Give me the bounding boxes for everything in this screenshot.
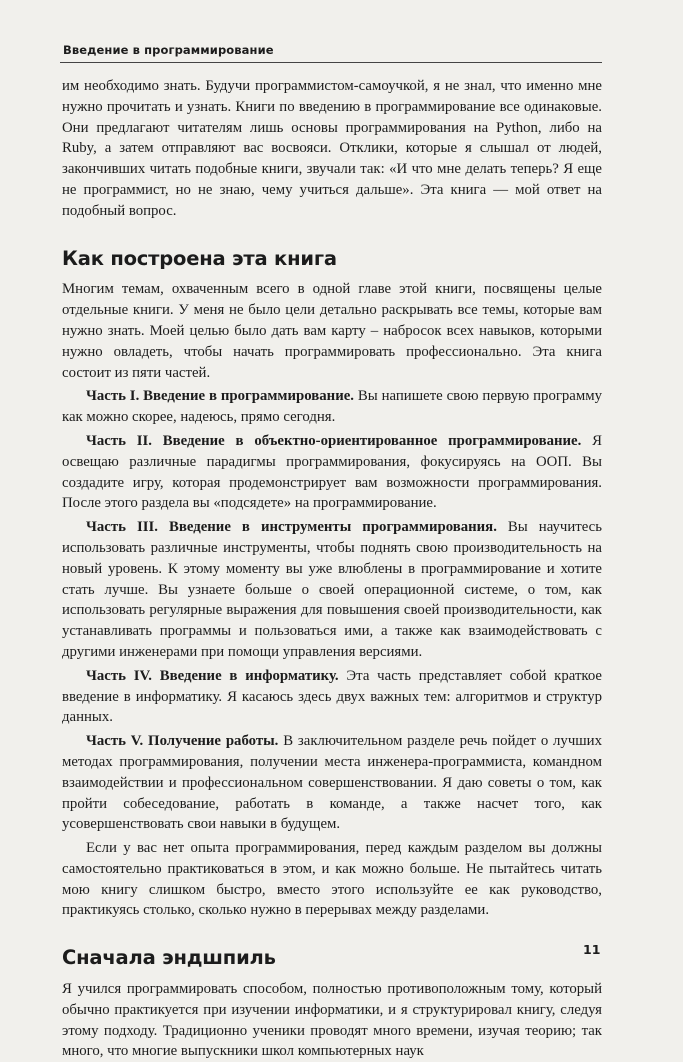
intro-paragraph: им необходимо знать. Будучи программистом-самоучкой, я не знал, что именно мне нужно прочитать и узнать. Книги по введению в программирование все одинаковые. Они предлагают читателям лишь основы программирования на Python, либо на Ruby, а затем отправляют вас восвояси. Отклики, которые я слышал от людей, закончивших читать подобные книги, звучали так: «И что мне делать теперь? Я еще не программист, но не знаю, чему учиться дальше». Эта книга — мой ответ на подобный вопрос. — [62, 78, 602, 219]
part-5-paragraph — [62, 731, 602, 835]
part-2-text: Я освещаю различные парадигмы программирования, фокусируясь на ООП. Вы создадите игру, которая продемонстрирует вам возможности программирования. После этого раздела вы «подсядете» на программирование. — [62, 432, 602, 512]
part-3-title: Часть III. Введение в инструменты программирования. — [86, 519, 497, 536]
section-heading-structure: Как построена эта книга — [62, 246, 337, 270]
closing-paragraph: Если у вас нет опыта программирования, перед каждым разделом вы должны самостоятельно практиковаться в этом, и как можно больше. Не пытайтесь читать мою книгу слишком быстро, вместо этого используйте ее как руководство, практикуясь столько, сколько нужно в перерывах между разделами. — [62, 840, 602, 919]
part-4-text: Эта часть представляет собой краткое введение в информатику. Я касаюсь здесь двух важных тем: алгоритмов и структур данных. — [62, 667, 602, 726]
body-text — [62, 76, 602, 1062]
part-1-text: Вы напишете свою первую программу как можно скорее, надеюсь, прямо сегодня. — [62, 388, 603, 426]
part-1-title: Часть I. Введение в программирование. — [86, 388, 354, 405]
part-2-paragraph — [62, 431, 602, 514]
running-head: Введение в программирование — [63, 43, 274, 57]
part-5-title: Часть V. Получение работы. — [86, 733, 279, 750]
part-5-text: В заключительном разделе речь пойдет о лучших методах программирования, получении места инженера-программиста, командном взаимодействии и профессиональном совершенствовании. Я даю советы о том, как пройти собеседование, работать в команде, а также насчет того, как усовершенствовать свои навыки в будущем. — [62, 733, 602, 833]
header-rule — [60, 62, 602, 63]
part-4-paragraph — [62, 666, 602, 728]
section-heading-endgame: Сначала эндшпиль — [62, 946, 276, 970]
part-3-text: Вы научитесь использовать различные инструменты, чтобы поднять свою производительность на новый уровень. К этому моменту вы уже влюблены в программирование и хотите стать лучше. Вы узнаете больше о своей операционной системе, о том, как использовать регулярные выражения для повышения своей производительности, как устанавливать программы и пользоваться ими, а также как взаимодействовать с другими инженерами при помощи управления версиями. — [62, 519, 602, 660]
structure-intro-paragraph: Многим темам, охваченным всего в одной главе этой книги, посвящены целые отдельные книги. У меня не было цели детально раскрывать все темы, которые вам нужно знать. Моей целью было дать вам карту – набросок всех навыков, которыми нужно овладеть, чтобы начать программировать профессионально. Эта книга состоит из пяти частей. — [62, 281, 602, 381]
page-number: 11 — [583, 942, 601, 957]
part-3-paragraph — [62, 517, 602, 663]
part-2-title: Часть II. Введение в объектно-ориентированное программирование. — [86, 432, 582, 449]
part-1-paragraph — [62, 386, 602, 428]
part-4-title: Часть IV. Введение в информатику. — [86, 667, 339, 684]
endgame-paragraph: Я учился программировать способом, полностью противоположным тому, который обычно практикуется при изучении информатики, и я структурировал книгу, следуя этому подходу. Традиционно ученики проводят много времени, изучая теорию; так много, что многие выпускники школ компьютерных наук — [62, 981, 602, 1060]
